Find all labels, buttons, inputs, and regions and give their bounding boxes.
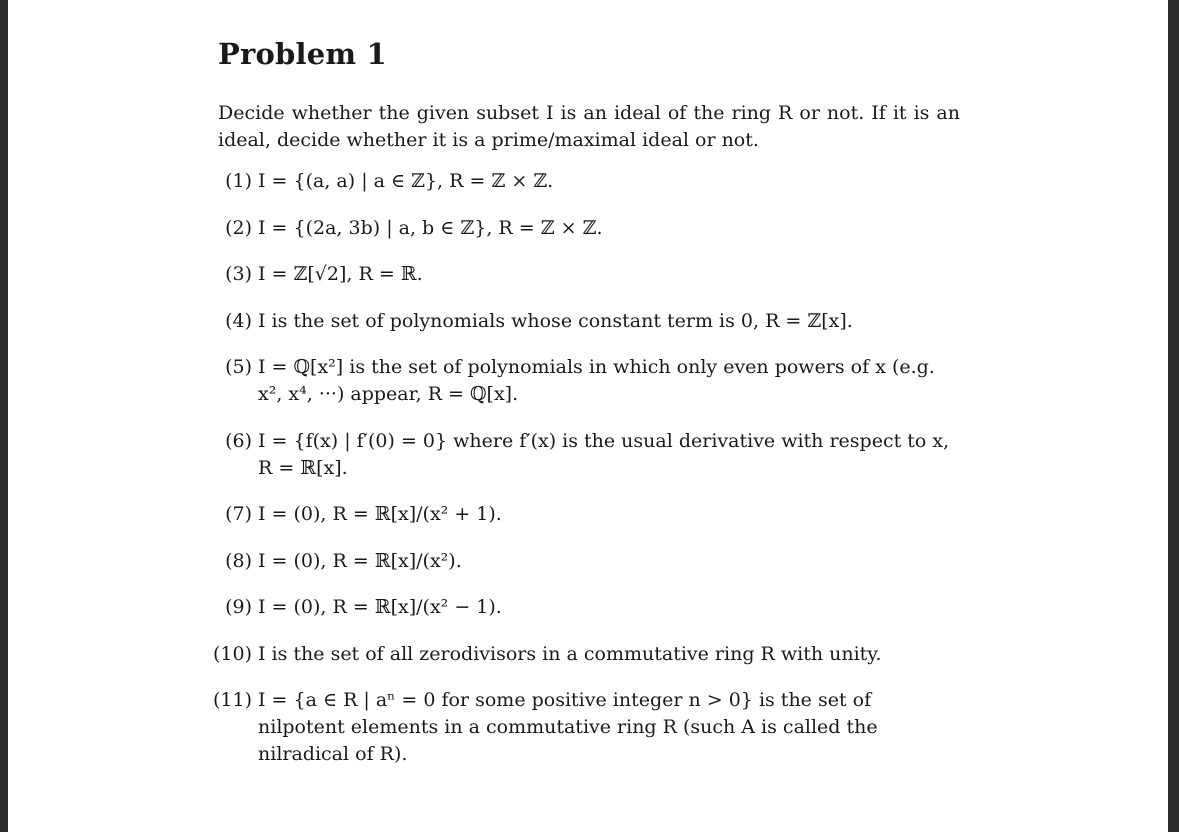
list-item [218, 354, 960, 408]
problem-list [212, 168, 960, 768]
list-item [218, 215, 960, 242]
left-window-edge [0, 0, 8, 832]
right-window-edge [1168, 0, 1179, 832]
item-text: I is the set of all zerodivisors in a commutative ring R with unity. [258, 642, 882, 665]
item-number: (3) [225, 263, 252, 285]
list-item [218, 501, 960, 528]
item-text: I = {(2a, 3b) | a, b ∈ ℤ}, R = ℤ × ℤ. [258, 216, 603, 239]
item-text: I = ℤ[√2], R = ℝ. [258, 263, 423, 285]
item-text: I = ℚ[x²] is the set of polynomials in which only even powers of x (e.g. x², x⁴, ···) appear, R = ℚ[x]. [258, 356, 935, 405]
problem-intro: Decide whether the given subset I is an ideal of the ring R or not. If it is an ideal, decide whether it is a prime/maximal ideal or not. [218, 102, 960, 151]
item-number: (7) [225, 503, 252, 525]
list-item [212, 641, 960, 668]
item-number: (6) [225, 429, 252, 452]
list-item [218, 168, 960, 195]
page-title: Problem 1 [218, 37, 387, 71]
item-text: I is the set of polynomials whose constant term is 0, R = ℤ[x]. [258, 309, 853, 332]
item-text: I = (0), R = ℝ[x]/(x² − 1). [258, 596, 502, 618]
item-text: I = (0), R = ℝ[x]/(x²). [258, 549, 462, 572]
list-item [212, 687, 960, 768]
item-number: (2) [225, 216, 252, 239]
list-item [218, 261, 960, 288]
item-text: I = {a ∈ R | aⁿ = 0 for some positive integer n > 0} is the set of nilpotent elements in a commutative ring R (such A is called the nilradical of R). [258, 689, 878, 765]
list-item [218, 594, 960, 621]
item-number: (1) [225, 170, 252, 192]
item-text: I = {f(x) | f′(0) = 0} where f′(x) is the usual derivative with respect to x, R = ℝ[x]. [258, 429, 950, 479]
item-number: (5) [225, 356, 252, 378]
item-text: I = (0), R = ℝ[x]/(x² + 1). [258, 503, 502, 525]
item-number: (11) [212, 689, 252, 711]
item-text: I = {(a, a) | a ∈ ℤ}, R = ℤ × ℤ. [258, 170, 554, 192]
item-number: (10) [212, 642, 252, 665]
item-number: (8) [225, 549, 252, 572]
list-item [218, 428, 960, 482]
list-item [218, 548, 960, 575]
item-number: (9) [225, 596, 252, 618]
list-item [218, 308, 960, 335]
item-number: (4) [225, 309, 252, 332]
document-page [212, 34, 960, 788]
